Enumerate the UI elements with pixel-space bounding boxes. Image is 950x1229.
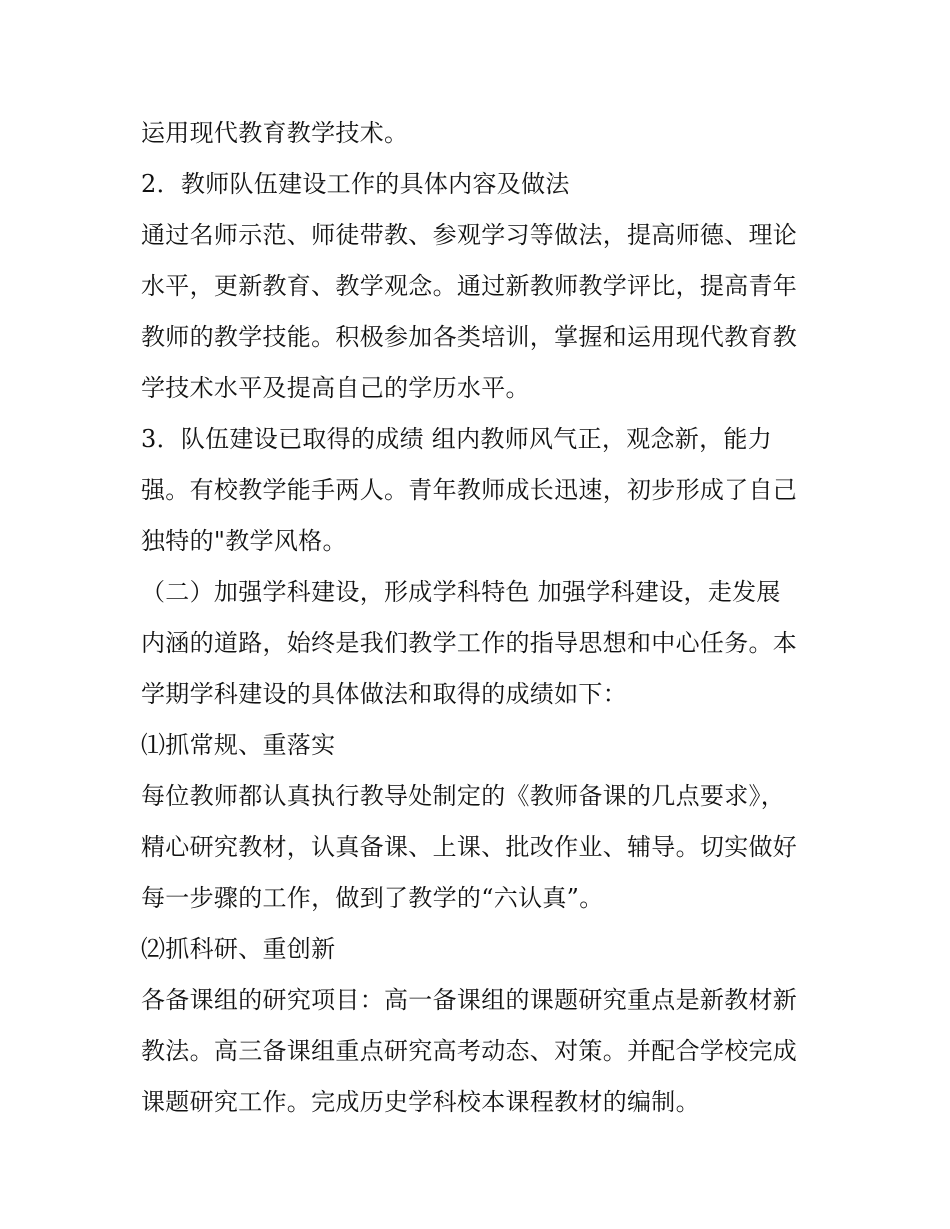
text-line: 课题研究工作。完成历史学科校本课程教材的编制。 (141, 1088, 700, 1116)
text-line: 水平，更新教育、教学观念。通过新教师教学评比，提高青年 (141, 272, 798, 300)
text-line: 运用现代教育教学技术。 (141, 119, 409, 147)
section-heading: 3．队伍建设已取得的成绩 组内教师风气正，观念新，能力 (141, 425, 772, 453)
document-body (141, 108, 821, 1128)
section-heading: （二）加强学科建设，形成学科特色 加强学科建设，走发展 (141, 578, 781, 606)
text-line: 学期学科建设的具体做法和取得的成绩如下： (141, 680, 627, 708)
text-line: 教法。高三备课组重点研究高考动态、对策。并配合学校完成 (141, 1037, 798, 1065)
text-line: 独特的"教学风格。 (141, 527, 347, 555)
subsection-heading: ⑵抓科研、重创新 (141, 935, 336, 963)
text-line: 通过名师示范、师徒带教、参观学习等做法，提高师德、理论 (141, 221, 798, 249)
text-line: 内涵的道路，始终是我们教学工作的指导思想和中心任务。本 (141, 629, 798, 657)
text-line: 精心研究教材，认真备课、上课、批改作业、辅导。切实做好 (141, 833, 798, 861)
subsection-heading: ⑴抓常规、重落实 (141, 731, 336, 759)
section-heading: 2．教师队伍建设工作的具体内容及做法 (141, 170, 570, 198)
text-line: 学技术水平及提高自己的学历水平。 (141, 374, 530, 402)
text-line: 强。有校教学能手两人。青年教师成长迅速，初步形成了自己 (141, 476, 798, 504)
text-line: 每位教师都认真执行教导处制定的《教师备课的几点要求》， (141, 782, 786, 810)
text-line: 每一步骤的工作，做到了教学的“六认真”。 (141, 884, 604, 912)
text-line: 各备课组的研究项目：高一备课组的课题研究重点是新教材新 (141, 986, 798, 1014)
text-line: 教师的教学技能。积极参加各类培训，掌握和运用现代教育教 (141, 323, 798, 351)
